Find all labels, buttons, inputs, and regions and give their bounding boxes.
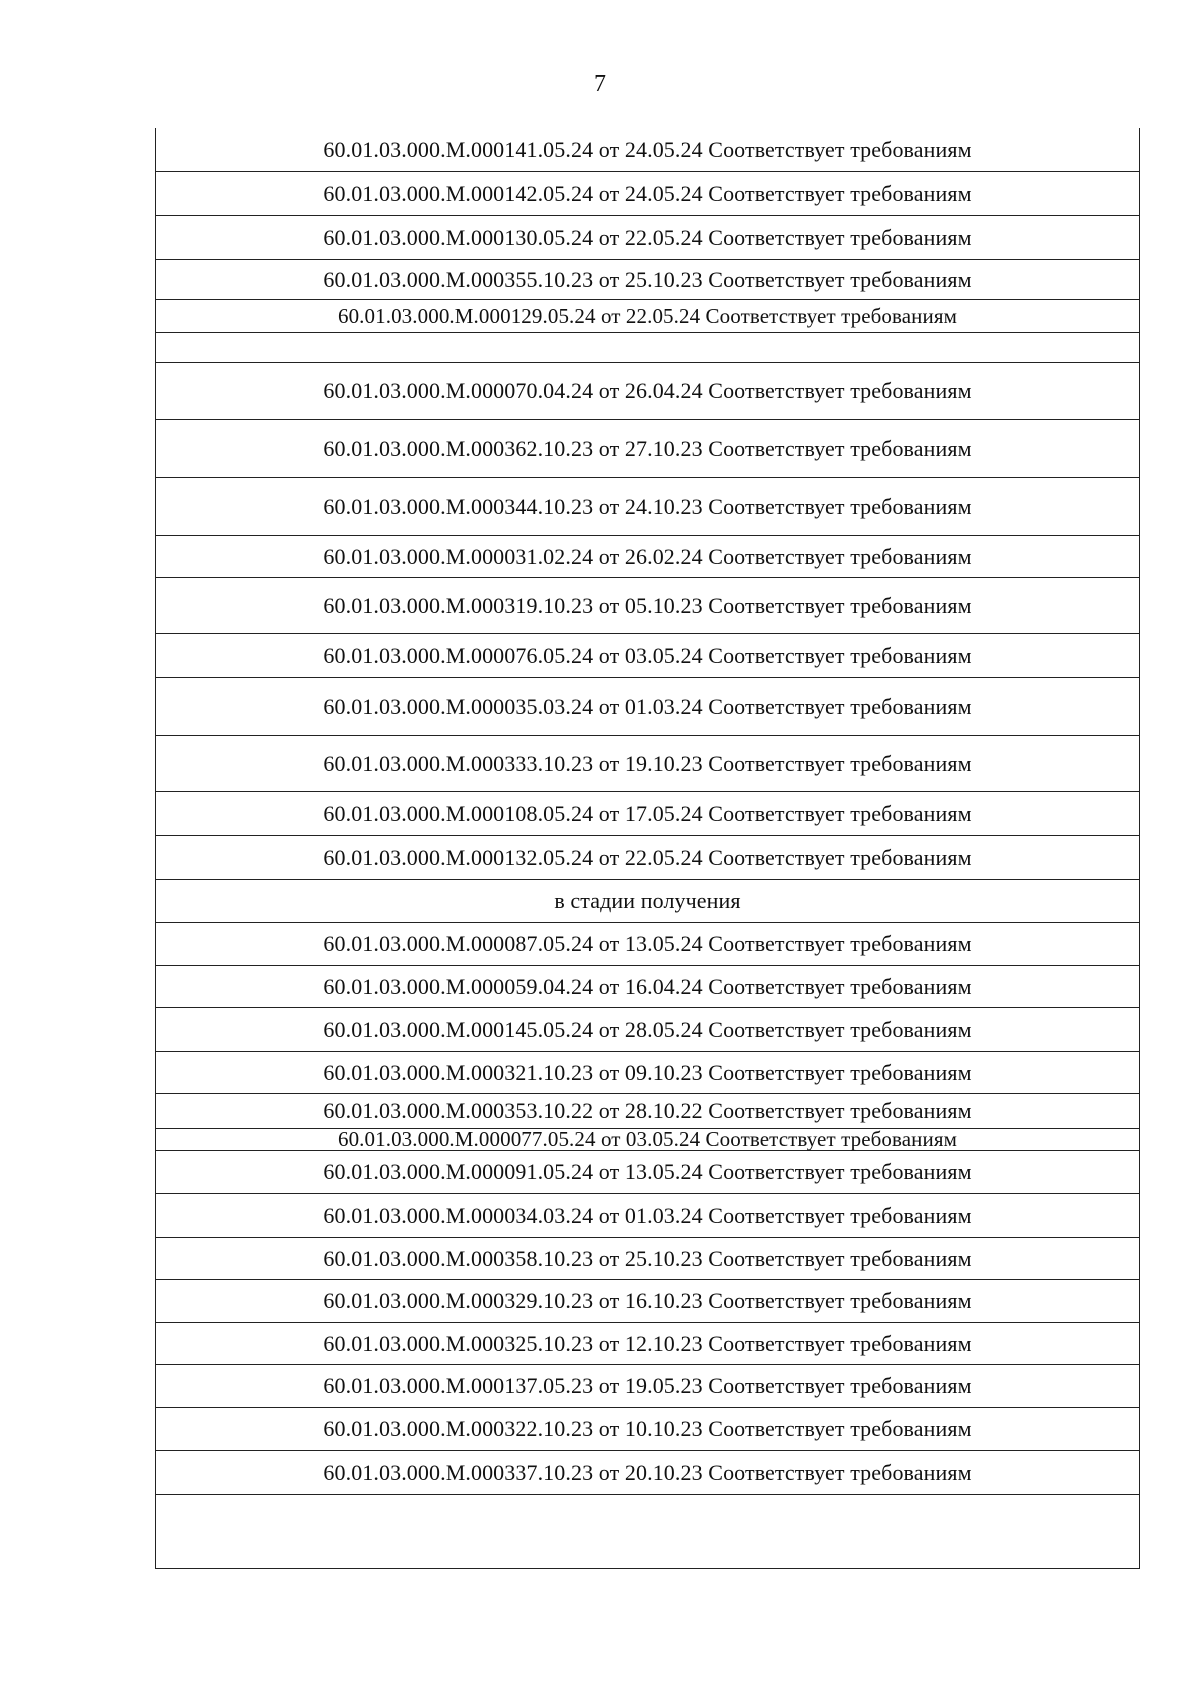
table-row: 60.01.03.000.М.000034.03.24 от 01.03.24 Соответствует требованиям (156, 1194, 1139, 1238)
table-row: 60.01.03.000.М.000091.05.24 от 13.05.24 Соответствует требованиям (156, 1151, 1139, 1194)
table-row: 60.01.03.000.М.000319.10.23 от 05.10.23 Соответствует требованиям (156, 578, 1139, 634)
table-row: 60.01.03.000.М.000129.05.24 от 22.05.24 Соответствует требованиям (156, 300, 1139, 333)
table-row: 60.01.03.000.М.000325.10.23 от 12.10.23 Соответствует требованиям (156, 1323, 1139, 1365)
certificates-table (155, 128, 1140, 1569)
table-row: 60.01.03.000.М.000059.04.24 от 16.04.24 Соответствует требованиям (156, 966, 1139, 1008)
table-row: 60.01.03.000.М.000132.05.24 от 22.05.24 Соответствует требованиям (156, 836, 1139, 880)
table-row: 60.01.03.000.М.000130.05.24 от 22.05.24 Соответствует требованиям (156, 216, 1139, 260)
table-row (156, 1495, 1139, 1569)
table-row: 60.01.03.000.М.000087.05.24 от 13.05.24 Соответствует требованиям (156, 923, 1139, 966)
table-row: 60.01.03.000.М.000355.10.23 от 25.10.23 Соответствует требованиям (156, 260, 1139, 300)
table-row: 60.01.03.000.М.000322.10.23 от 10.10.23 Соответствует требованиям (156, 1408, 1139, 1451)
table-row: 60.01.03.000.М.000344.10.23 от 24.10.23 Соответствует требованиям (156, 478, 1139, 536)
table-row: 60.01.03.000.М.000141.05.24 от 24.05.24 Соответствует требованиям (156, 128, 1139, 172)
table-row: 60.01.03.000.М.000337.10.23 от 20.10.23 Соответствует требованиям (156, 1451, 1139, 1495)
table-row: 60.01.03.000.М.000076.05.24 от 03.05.24 Соответствует требованиям (156, 634, 1139, 678)
table-row: 60.01.03.000.М.000108.05.24 от 17.05.24 Соответствует требованиям (156, 792, 1139, 836)
table-row: 60.01.03.000.М.000070.04.24 от 26.04.24 Соответствует требованиям (156, 363, 1139, 420)
table-row: 60.01.03.000.М.000358.10.23 от 25.10.23 Соответствует требованиям (156, 1238, 1139, 1280)
table-row: 60.01.03.000.М.000362.10.23 от 27.10.23 Соответствует требованиям (156, 420, 1139, 478)
table-row: 60.01.03.000.М.000142.05.24 от 24.05.24 Соответствует требованиям (156, 172, 1139, 216)
table-row: 60.01.03.000.М.000035.03.24 от 01.03.24 Соответствует требованиям (156, 678, 1139, 736)
table-row: 60.01.03.000.М.000145.05.24 от 28.05.24 Соответствует требованиям (156, 1008, 1139, 1052)
table-row: 60.01.03.000.М.000329.10.23 от 16.10.23 Соответствует требованиям (156, 1280, 1139, 1323)
table-row: в стадии получения (156, 880, 1139, 923)
table-row (156, 333, 1139, 363)
table-row: 60.01.03.000.М.000031.02.24 от 26.02.24 Соответствует требованиям (156, 536, 1139, 578)
table-row: 60.01.03.000.М.000077.05.24 от 03.05.24 Соответствует требованиям (156, 1129, 1139, 1151)
table-row: 60.01.03.000.М.000353.10.22 от 28.10.22 Соответствует требованиям (156, 1094, 1139, 1129)
table-row: 60.01.03.000.М.000137.05.23 от 19.05.23 Соответствует требованиям (156, 1365, 1139, 1408)
table-row: 60.01.03.000.М.000321.10.23 от 09.10.23 Соответствует требованиям (156, 1052, 1139, 1094)
table-row: 60.01.03.000.М.000333.10.23 от 19.10.23 Соответствует требованиям (156, 736, 1139, 792)
page-number: 7 (594, 71, 606, 97)
